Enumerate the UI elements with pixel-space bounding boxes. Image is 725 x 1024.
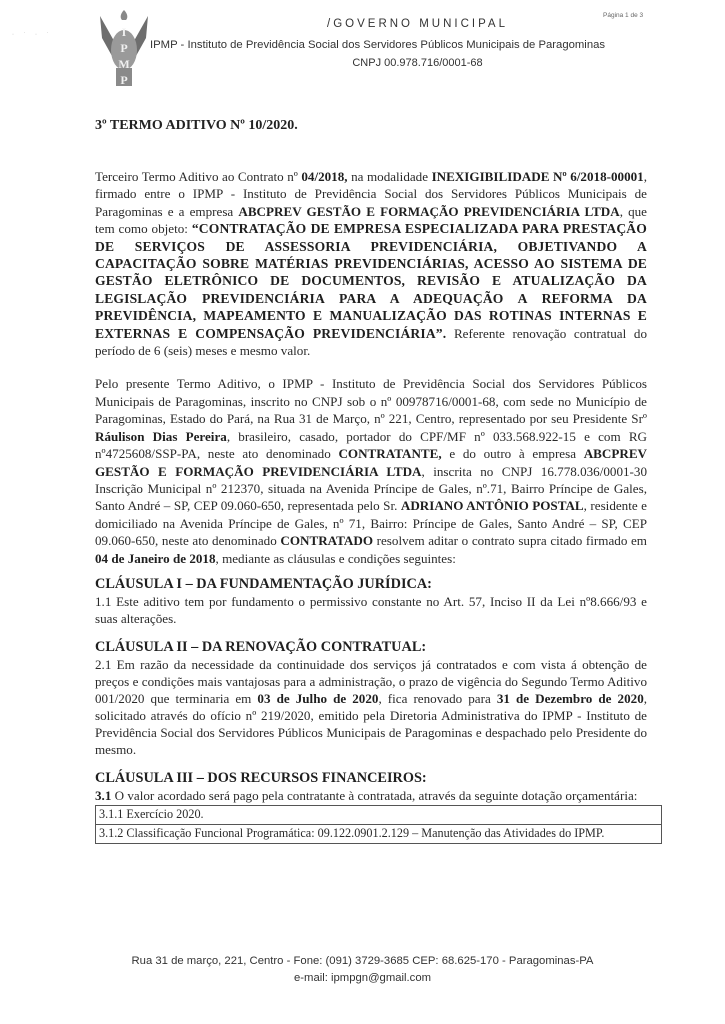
footer (0, 953, 725, 987)
text: , brasileiro, casado, portador do CPF/MF nº 033.568.922-15 e com RG nº4725608/SSP-PA, neste ato denominado (95, 428, 648, 462)
table-row (96, 824, 662, 843)
text: na modalidade (347, 169, 432, 184)
text: Pelo presente Termo Aditivo, o IPMP - Instituto de Previdência Social dos Servidores Públicos Municipais de Paragominas, inscrito no CNPJ sob o nº 00978716/0001-68, com sede no Município de Paragominas, Estado do Pará, na Rua 31 de Março, nº 221, Centro, representado por seu Presidente Srº (95, 376, 647, 427)
inexigibilidade-number: INEXIGIBILIDADE Nº 6/2018-00001 (431, 169, 644, 184)
contract-object: “CONTRATAÇÃO DE EMPRESA ESPECIALIZADA PARA PRESTAÇÃO DE SERVIÇOS DE ASSESSORIA PREVIDENCIÁRIA, OBJETIVANDO A CAPACITAÇÃO SOBRE MATÉRIAS PREVIDENCIÁRIAS, ACESSO AO SISTEMA DE GESTÃO ELETRÔNICO DE DOCUMENTOS, REVISÃO E ATUALIZAÇÃO DA LEGISLAÇÃO PREVIDENCIÁRIA PARA A ADEQUAÇÃO A REFORMA DA PREVIDÊNCIA, MAPEAMENTO E MANUALIZAÇÃO DAS ROTINAS INTERNAS E EXTERNAS E COMPENSAÇÃO PREVIDENCIÁRIA”. (95, 221, 647, 341)
page-indicator: Página 1 de 3 (603, 12, 644, 19)
scan-specks: · ˙ · ˙ (12, 32, 53, 38)
logo-letter: I (121, 25, 127, 39)
company-name: ABCPREV GESTÃO E FORMAÇÃO PREVIDENCIÁRIA LTDA (238, 203, 620, 219)
contract-number: 04/2018, (301, 169, 348, 184)
clause-1-text: 1.1 Este aditivo tem por fundamento o permissivo constante no Art. 57, Inciso II da Lei nº8.666/93 e suas alterações. (95, 593, 647, 626)
clause-2-text (95, 656, 647, 758)
text: 2.1 Em razão da necessidade da continuidade dos serviços já contratados e com vista á obtenção de preços e condições mais vantajosas para a administração, o prazo de vigência do Segundo Termo Aditivo 001/2020 que terminaria em (95, 656, 647, 706)
text: Referente renovação contratual do período de 6 (seis) meses e mesmo valor. (95, 325, 647, 359)
budget-allocation-table (95, 805, 662, 844)
parties-paragraph (95, 375, 647, 566)
text: , residente e domiciliado na Avenida Príncipe de Gales, nº 71, Bairro: Príncipe de Gales, Santo André – SP, CEP 09.060-650, neste ato denominado (95, 498, 647, 549)
clause-1-title: CLÁUSULA I – DA FUNDAMENTAÇÃO JURÍDICA: (95, 575, 432, 592)
government-title: /GOVERNO MUNICIPAL (327, 18, 508, 30)
institution-cnpj: CNPJ 00.978.716/0001-68 (352, 57, 483, 69)
logo-letter: P (120, 41, 128, 55)
clause-2-title: CLÁUSULA II – DA RENOVAÇÃO CONTRATUAL: (95, 638, 427, 655)
clause-number: 3.1 (95, 787, 112, 803)
text: e do outro à empresa (441, 446, 584, 462)
text: , fica renovado para (378, 690, 497, 706)
clause-2 (95, 639, 647, 758)
document-body (95, 118, 647, 844)
end-date-renewed: 31 de Dezembro de 2020 (496, 690, 644, 706)
text: resolvem aditar o contrato supra citado firmado em (373, 533, 647, 549)
text: , firmado entre o IPMP - Instituto de Previdência Social dos Servidores Públicos Municipais de Paragominas e a empresa (95, 169, 647, 219)
clause-1 (95, 576, 647, 627)
clause-3-text (95, 787, 647, 804)
text: , inscrita no CNPJ 16.778.036/0001-30 Inscrição Municipal nº 212370, situada na Avenida Príncipe de Gales, nº.71, Bairro Príncipe de Gales, Santo André – SP, CEP 09.060-650, representada pelo Sr. (95, 463, 647, 514)
president-name: Ráulison Dias Pereira (95, 428, 227, 444)
representative-name: ADRIANO ANTÔNIO POSTAL (400, 498, 584, 514)
letterhead (0, 0, 725, 100)
table-cell: 3.1.2 Classificação Funcional Programática: 09.122.0901.2.129 – Manutenção das Atividades do IPMP. (96, 824, 662, 843)
text: Terceiro Termo Aditivo ao Contrato nº (95, 169, 302, 184)
footer-address: Rua 31 de março, 221, Centro - Fone: (091) 3729-3685 CEP: 68.625-170 - Paragominas-PA (131, 955, 594, 967)
end-date-original: 03 de Julho de 2020 (257, 690, 379, 706)
clause-3-title: CLÁUSULA III – DOS RECURSOS FINANCEIROS: (95, 769, 427, 786)
footer-email: e-mail: ipmpgn@gmail.com (293, 972, 432, 984)
contract-date: 04 de Janeiro de 2018 (95, 550, 216, 566)
text: , que tem como objeto: (95, 203, 647, 237)
contratado-label: CONTRATADO (280, 533, 374, 549)
document-title: 3º TERMO ADITIVO Nº 10/2020. (95, 118, 298, 133)
intro-paragraph (95, 168, 647, 359)
company-name: ABCPREV GESTÃO E FORMAÇÃO PREVIDENCIÁRIA LTDA (95, 446, 648, 479)
clause-3 (95, 770, 647, 844)
logo-letter: M (118, 57, 130, 71)
text: O valor acordado será pago pela contratante à contratada, através da seguinte dotação orçamentária: (111, 787, 638, 803)
text: , solicitado através do ofício nº 219/2020, emitido pela Diretoria Administrativa do IPMP - Instituto de Previdência Social dos Servidores Públicos Municipais de Paragominas e despachado pelo Presidente do mesmo. (95, 690, 648, 757)
logo-letter: P (120, 73, 128, 87)
contratante-label: CONTRATANTE, (338, 446, 442, 462)
institution-name: IPMP - Instituto de Previdência Social dos Servidores Públicos Municipais de Paragominas (150, 39, 606, 51)
table-row (96, 805, 662, 824)
table-cell: 3.1.1 Exercício 2020. (96, 805, 662, 824)
text: , mediante as cláusulas e condições seguintes: (215, 550, 456, 566)
